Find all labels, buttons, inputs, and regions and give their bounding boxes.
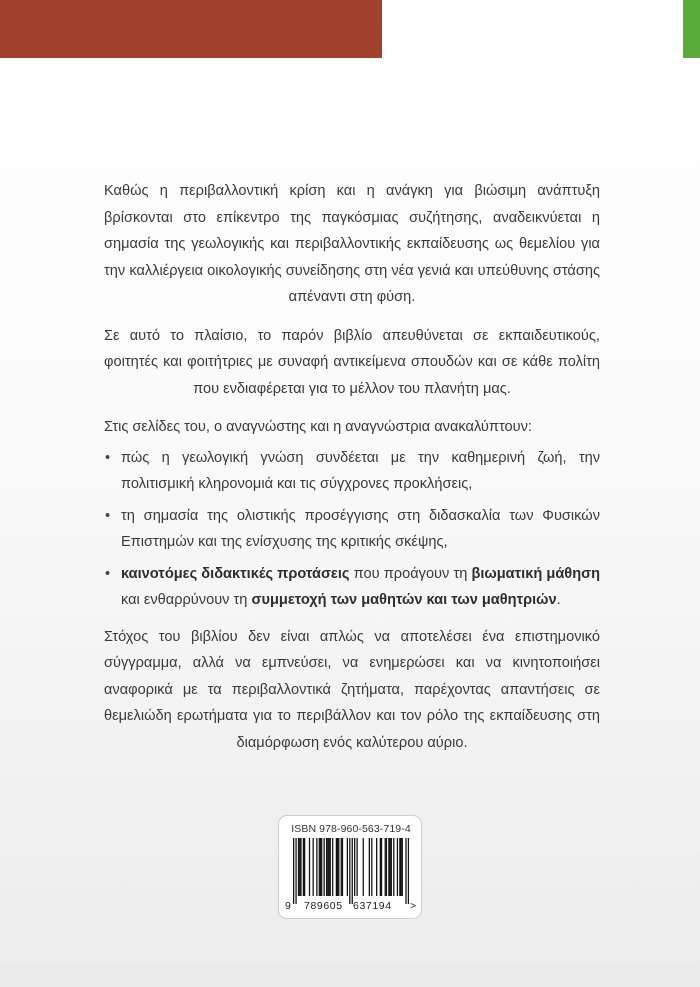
barcode-quiet-mark: >	[410, 900, 417, 912]
barcode-digit-first: 9	[285, 900, 292, 912]
top-color-bar	[0, 0, 382, 58]
side-color-tab	[683, 0, 700, 58]
barcode-guard-bar	[293, 838, 294, 904]
barcode-digits-right: 637194	[353, 900, 392, 912]
barcode-guard-bar	[405, 838, 406, 904]
barcode-bar	[303, 838, 304, 896]
isbn-barcode	[278, 815, 422, 919]
barcode-bar	[299, 838, 300, 896]
barcode-bar	[326, 838, 327, 896]
barcode-bar	[385, 838, 386, 896]
barcode-bar	[338, 838, 339, 896]
barcode-bar	[397, 838, 398, 896]
barcode-bar	[320, 838, 321, 896]
list-item: • καινοτόμες διδακτικές προτάσεις που προάγουν τη βιωματική μάθηση και ενθαρρύνουν τη συμμετοχή των μαθητών και των μαθητριών.	[104, 561, 600, 614]
barcode-bar	[389, 838, 390, 896]
bullet-marker: •	[105, 449, 111, 466]
barcode-bar	[319, 838, 320, 896]
barcode-bar	[380, 838, 381, 896]
barcode-bar	[298, 838, 299, 896]
barcode-bar	[381, 838, 382, 896]
list-item: • τη σημασία της ολιστικής προσέγγισης στη διδασκαλία των Φυσικών Επιστημών και της ενίσχυσης της κριτικής σκέψης,	[104, 503, 600, 556]
barcode-bar	[402, 838, 403, 896]
barcode-bar	[341, 838, 342, 896]
contents-lead: Στις σελίδες του, ο αναγνώστης και η αναγνώστρια ανακαλύπτουν:	[104, 419, 532, 435]
intro-paragraph: Καθώς η περιβαλλοντική κρίση και η ανάγκη για βιώσιμη ανάπτυξη βρίσκονται στο επίκεντρο της παγκόσμιας συζήτησης, αναδεικνύεται η σημασία της γεωλογικής και περιβαλλοντικής εκπαίδευσης ως θεμελίου για την καλλιέργεια οικολογικής συνείδησης στη νέα γενιά και υπεύθυνης στάσης απέναντι στη φύση.	[104, 183, 600, 305]
list-item: • πώς η γεωλογική γνώση συνδέεται με την καθημερινή ζωή, την πολιτισμική κληρονομιά και τις σύγχρονες προκλήσεις,	[104, 445, 600, 498]
barcode-bar	[371, 838, 372, 896]
barcode-bar	[347, 838, 348, 896]
audience-paragraph: Σε αυτό το πλαίσιο, το παρόν βιβλίο απευθύνεται σε εκπαιδευτικούς, φοιτητές και φοιτήτριες με συναφή αντικείμενα σπουδών και σε κάθε πολίτη που ενδιαφέρεται για το μέλλον του πλανήτη μας.	[104, 327, 600, 397]
isbn-label: ISBN 978-960-563-719-4	[291, 823, 411, 835]
bullet-marker: •	[105, 565, 111, 582]
barcode-bar	[399, 838, 400, 896]
barcode-bar	[386, 838, 387, 896]
barcode-bar	[332, 838, 333, 896]
goal-paragraph: Στόχος του βιβλίου δεν είναι απλώς να αποτελέσει ένα επιστημονικό σύγγραμμα, αλλά να εμπνεύσει, να ενημερώσει και να κινητοποιήσει αναφορικά με τα περιβαλλοντικά ζητήματα, παρέχοντας απαντήσεις σε θεμελιώδη ερωτήματα για το περιβάλλον και τον ρόλο της εκπαίδευσης στη διαμόρφωση ενός καλύτερου αύριο.	[104, 628, 600, 751]
contents-list	[104, 445, 600, 614]
barcode-bar	[327, 838, 328, 896]
barcode-bar	[391, 838, 392, 896]
barcode-bar	[400, 838, 401, 896]
bullet-marker: •	[105, 507, 111, 524]
barcode-guard-bar	[352, 838, 353, 904]
barcode-bar	[321, 838, 322, 896]
barcode-bar	[369, 838, 370, 896]
barcode-bar	[300, 838, 301, 896]
back-cover-text	[104, 178, 600, 768]
barcode-guard-bar	[408, 838, 409, 904]
barcode-bar	[356, 838, 357, 896]
barcode-bars	[293, 838, 409, 906]
barcode-bar	[363, 838, 364, 896]
barcode-bar	[324, 838, 325, 896]
barcode-bar	[354, 838, 355, 896]
barcode-bar	[304, 838, 305, 896]
barcode-bar	[376, 838, 377, 896]
barcode-bar	[330, 838, 331, 896]
barcode-bar	[316, 838, 317, 896]
barcode-bar	[337, 838, 338, 896]
barcode-bar	[309, 838, 310, 896]
barcode-guard-bar	[295, 838, 296, 904]
barcode-bar	[328, 838, 329, 896]
barcode-guard-bar	[349, 838, 350, 904]
barcode-bar	[313, 838, 314, 896]
barcode-bar	[336, 838, 337, 896]
barcode-bar	[388, 838, 389, 896]
barcode-digits-left: 789605	[304, 900, 343, 912]
barcode-bar	[393, 838, 394, 896]
barcode-bar	[342, 838, 343, 896]
